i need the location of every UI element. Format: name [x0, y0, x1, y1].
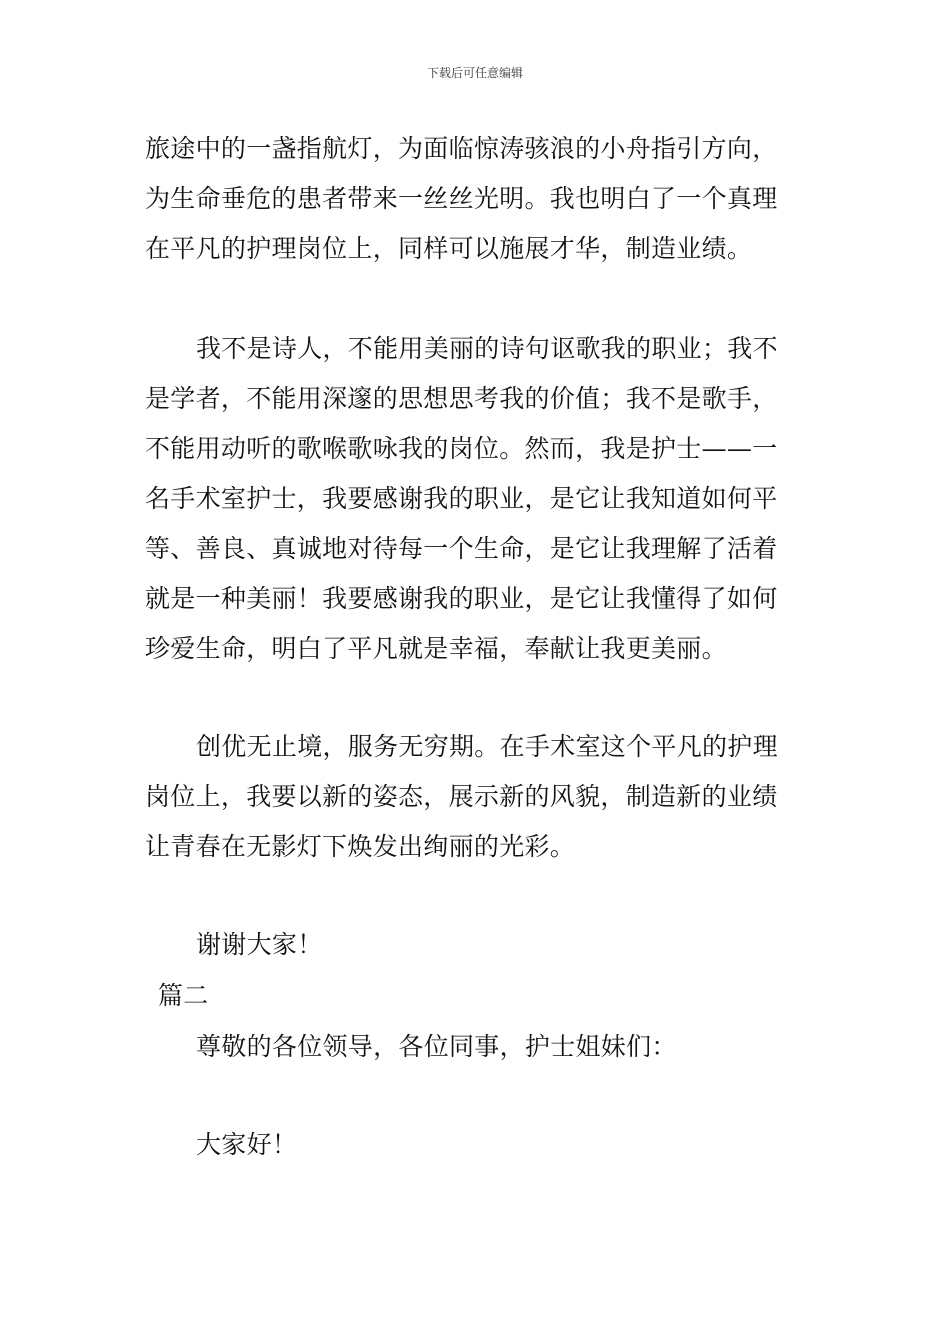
paragraph-2-line-4: 名手术室护士，我要感谢我的职业，是它让我知道如何平 [145, 484, 778, 513]
paragraph-3-line-2: 岗位上，我要以新的姿态，展示新的风貌，制造新的业绩 [145, 782, 778, 811]
paragraph-2-line-1: 我不是诗人，不能用美丽的诗句讴歌我的职业；我不 [196, 334, 778, 363]
section-title: 篇二 [158, 981, 209, 1010]
paragraph-2-line-3: 不能用动听的歌喉歌咏我的岗位。然而，我是护士——一 [145, 434, 778, 463]
page-header: 下载后可任意编辑 [426, 66, 523, 80]
paragraph-1-line-3: 在平凡的护理岗位上，同样可以施展才华，制造业绩。 [145, 234, 753, 263]
paragraph-2-line-5: 等、善良、真诚地对待每一个生命，是它让我理解了活着 [145, 534, 778, 563]
paragraph-1-line-2: 为生命垂危的患者带来一丝丝光明。我也明白了一个真理 [145, 184, 778, 213]
greeting-line: 大家好！ [196, 1130, 298, 1159]
salutation-line: 尊敬的各位领导，各位同事，护士姐妹们： [196, 1032, 677, 1061]
paragraph-2-line-7: 珍爱生命，明白了平凡就是幸福，奉献让我更美丽。 [145, 634, 727, 663]
paragraph-3-line-3: 让青春在无影灯下焕发出绚丽的光彩。 [145, 832, 576, 861]
paragraph-2-line-6: 就是一种美丽！我要感谢我的职业，是它让我懂得了如何 [145, 584, 778, 613]
paragraph-2-line-2: 是学者，不能用深邃的思想思考我的价值；我不是歌手， [145, 384, 778, 413]
paragraph-1-line-1: 旅途中的一盏指航灯，为面临惊涛骇浪的小舟指引方向， [145, 134, 778, 163]
paragraph-3-line-1: 创优无止境，服务无穷期。在手术室这个平凡的护理 [196, 732, 778, 761]
thanks-line: 谢谢大家！ [196, 930, 323, 959]
